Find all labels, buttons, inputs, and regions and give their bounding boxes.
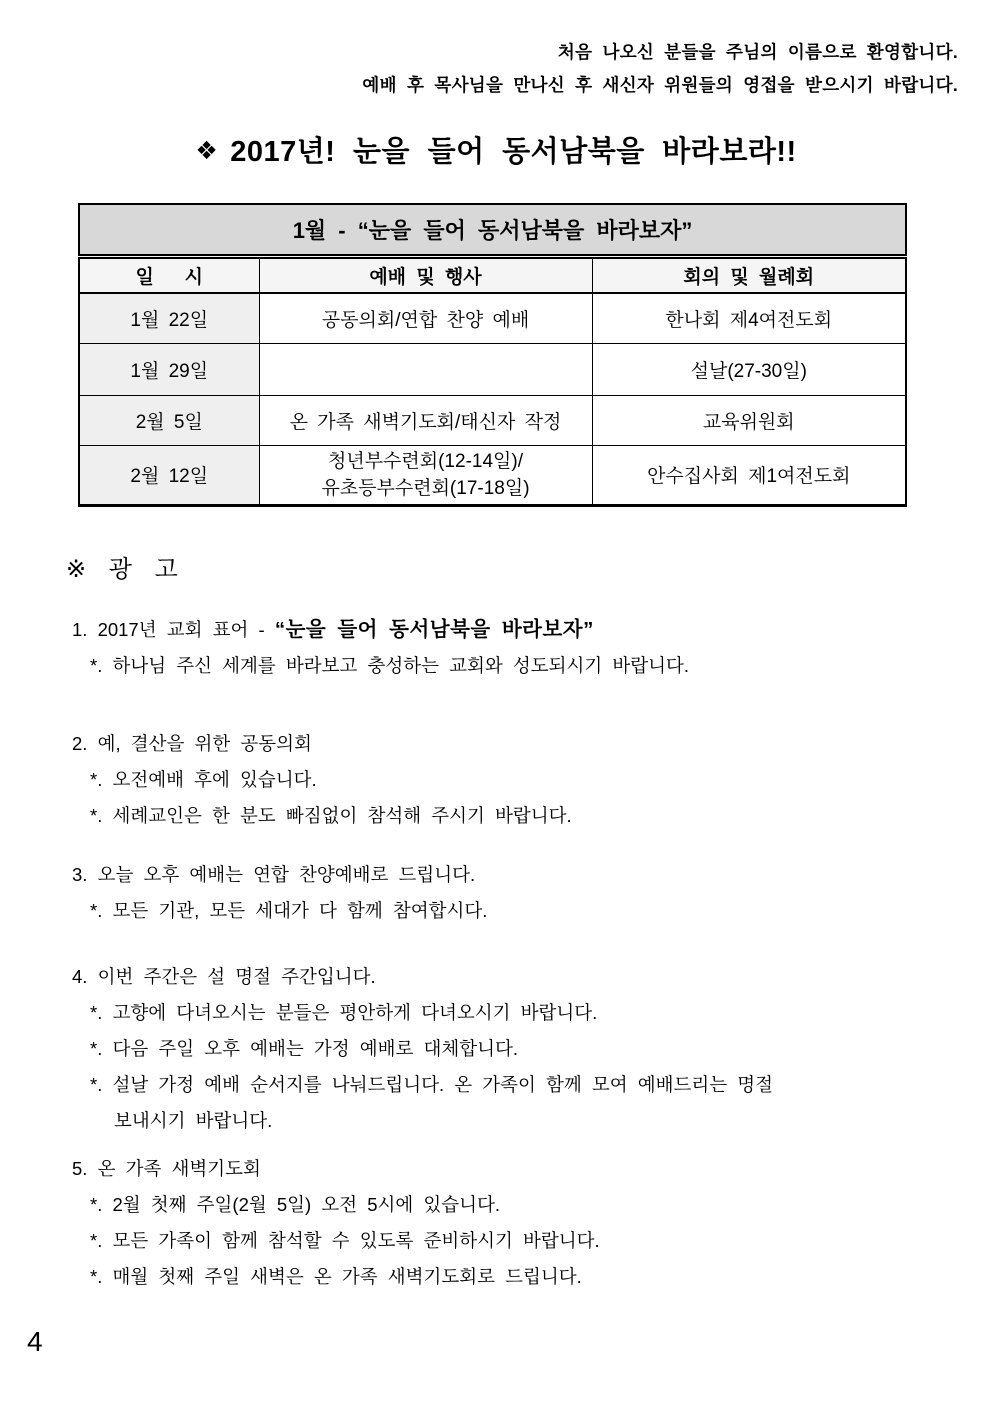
announcement-title-text: 1. 2017년 교회 표어 - bbox=[72, 619, 275, 640]
announcement-subline: *. 매월 첫째 주일 새벽은 온 가족 새벽기도회로 드립니다. bbox=[90, 1266, 582, 1287]
cell-date: 2월 5일 bbox=[79, 395, 259, 445]
page-number: 4 bbox=[27, 1326, 43, 1357]
welcome-note-line1: 처음 나오신 분들을 주님의 이름으로 환영합니다. bbox=[557, 42, 958, 62]
cell-event bbox=[259, 445, 592, 505]
announcement-subline: *. 고향에 다녀오시는 분들은 평안하게 다녀오시기 바랍니다. bbox=[90, 1002, 598, 1023]
table-header-row bbox=[79, 256, 906, 293]
table-row bbox=[79, 293, 906, 343]
diamond-bullet-icon: ❖ bbox=[195, 137, 219, 165]
cell-meeting: 교육위원회 bbox=[592, 395, 906, 445]
table-row bbox=[79, 395, 906, 445]
table-caption-row bbox=[79, 204, 906, 256]
cell-date: 1월 22일 bbox=[79, 293, 259, 343]
page-title-text: 2017년! 눈을 들어 동서남북을 바라보라!! bbox=[230, 136, 797, 168]
announcements-heading: ※ 광 고 bbox=[66, 556, 186, 583]
table-caption: 1월 - “눈을 들어 동서남북을 바라보자” bbox=[79, 204, 906, 256]
cell-event: 온 가족 새벽기도회/태신자 작정 bbox=[259, 395, 592, 445]
cell-date: 1월 29일 bbox=[79, 343, 259, 395]
announcement-subline: *. 2월 첫째 주일(2월 5일) 오전 5시에 있습니다. bbox=[90, 1194, 501, 1215]
announcement-subline: *. 설날 가정 예배 순서지를 나눠드립니다. 온 가족이 함께 모여 예배드리는 명절 bbox=[90, 1074, 774, 1095]
cell-meeting: 설날(27-30일) bbox=[592, 343, 906, 395]
cell-event bbox=[259, 343, 592, 395]
announcement-item-1 bbox=[72, 612, 952, 684]
table-row bbox=[79, 445, 906, 505]
page-title bbox=[0, 129, 992, 170]
announcement-subline: *. 하나님 주신 세계를 바라보고 충성하는 교회와 성도되시기 바랍니다. bbox=[90, 655, 689, 676]
cell-event-line1: 청년부수련회(12-14일)/ bbox=[327, 450, 523, 472]
cell-date: 2월 12일 bbox=[79, 445, 259, 505]
schedule-table bbox=[78, 203, 907, 507]
announcement-subline: *. 모든 기관, 모든 세대가 다 함께 참여합시다. bbox=[90, 900, 488, 921]
announcement-subline: *. 오전예배 후에 있습니다. bbox=[90, 769, 317, 790]
column-header-meeting: 회의 및 월례회 bbox=[592, 256, 906, 293]
column-header-event: 예배 및 행사 bbox=[259, 256, 592, 293]
announcement-title: 5. 온 가족 새벽기도회 bbox=[72, 1158, 261, 1179]
column-header-date: 일 시 bbox=[79, 256, 259, 293]
announcement-item-5 bbox=[72, 1151, 952, 1295]
announcement-item-2 bbox=[72, 726, 952, 834]
church-motto-quote: “눈을 들어 동서남북을 바라보자” bbox=[274, 618, 594, 641]
welcome-note bbox=[362, 36, 958, 102]
cell-meeting: 한나회 제4여전도회 bbox=[592, 293, 906, 343]
announcement-title: 2. 예, 결산을 위한 공동의회 bbox=[72, 733, 312, 754]
announcement-title bbox=[72, 612, 952, 648]
welcome-note-line2: 예배 후 목사님을 만나신 후 새신자 위원들의 영접을 받으시기 바랍니다. bbox=[362, 75, 958, 95]
announcement-subline: *. 다음 주일 오후 예배는 가정 예배로 대체합니다. bbox=[90, 1038, 519, 1059]
announcement-title: 3. 오늘 오후 예배는 연합 찬양예배로 드립니다. bbox=[72, 864, 476, 885]
announcement-item-3 bbox=[72, 857, 952, 929]
cell-event-line2: 유초등부수련회(17-18일) bbox=[321, 477, 530, 499]
announcement-subline: *. 모든 가족이 함께 참석할 수 있도록 준비하시기 바랍니다. bbox=[90, 1230, 600, 1251]
announcement-item-4 bbox=[72, 959, 952, 1139]
cell-event: 공동의회/연합 찬양 예배 bbox=[259, 293, 592, 343]
table-row bbox=[79, 343, 906, 395]
announcement-subline: *. 세례교인은 한 분도 빠짐없이 참석해 주시기 바랍니다. bbox=[90, 805, 572, 826]
announcement-continuation-line: 보내시기 바랍니다. bbox=[114, 1110, 273, 1131]
announcement-title: 4. 이번 주간은 설 명절 주간입니다. bbox=[72, 966, 376, 987]
cell-meeting: 안수집사회 제1여전도회 bbox=[592, 445, 906, 505]
